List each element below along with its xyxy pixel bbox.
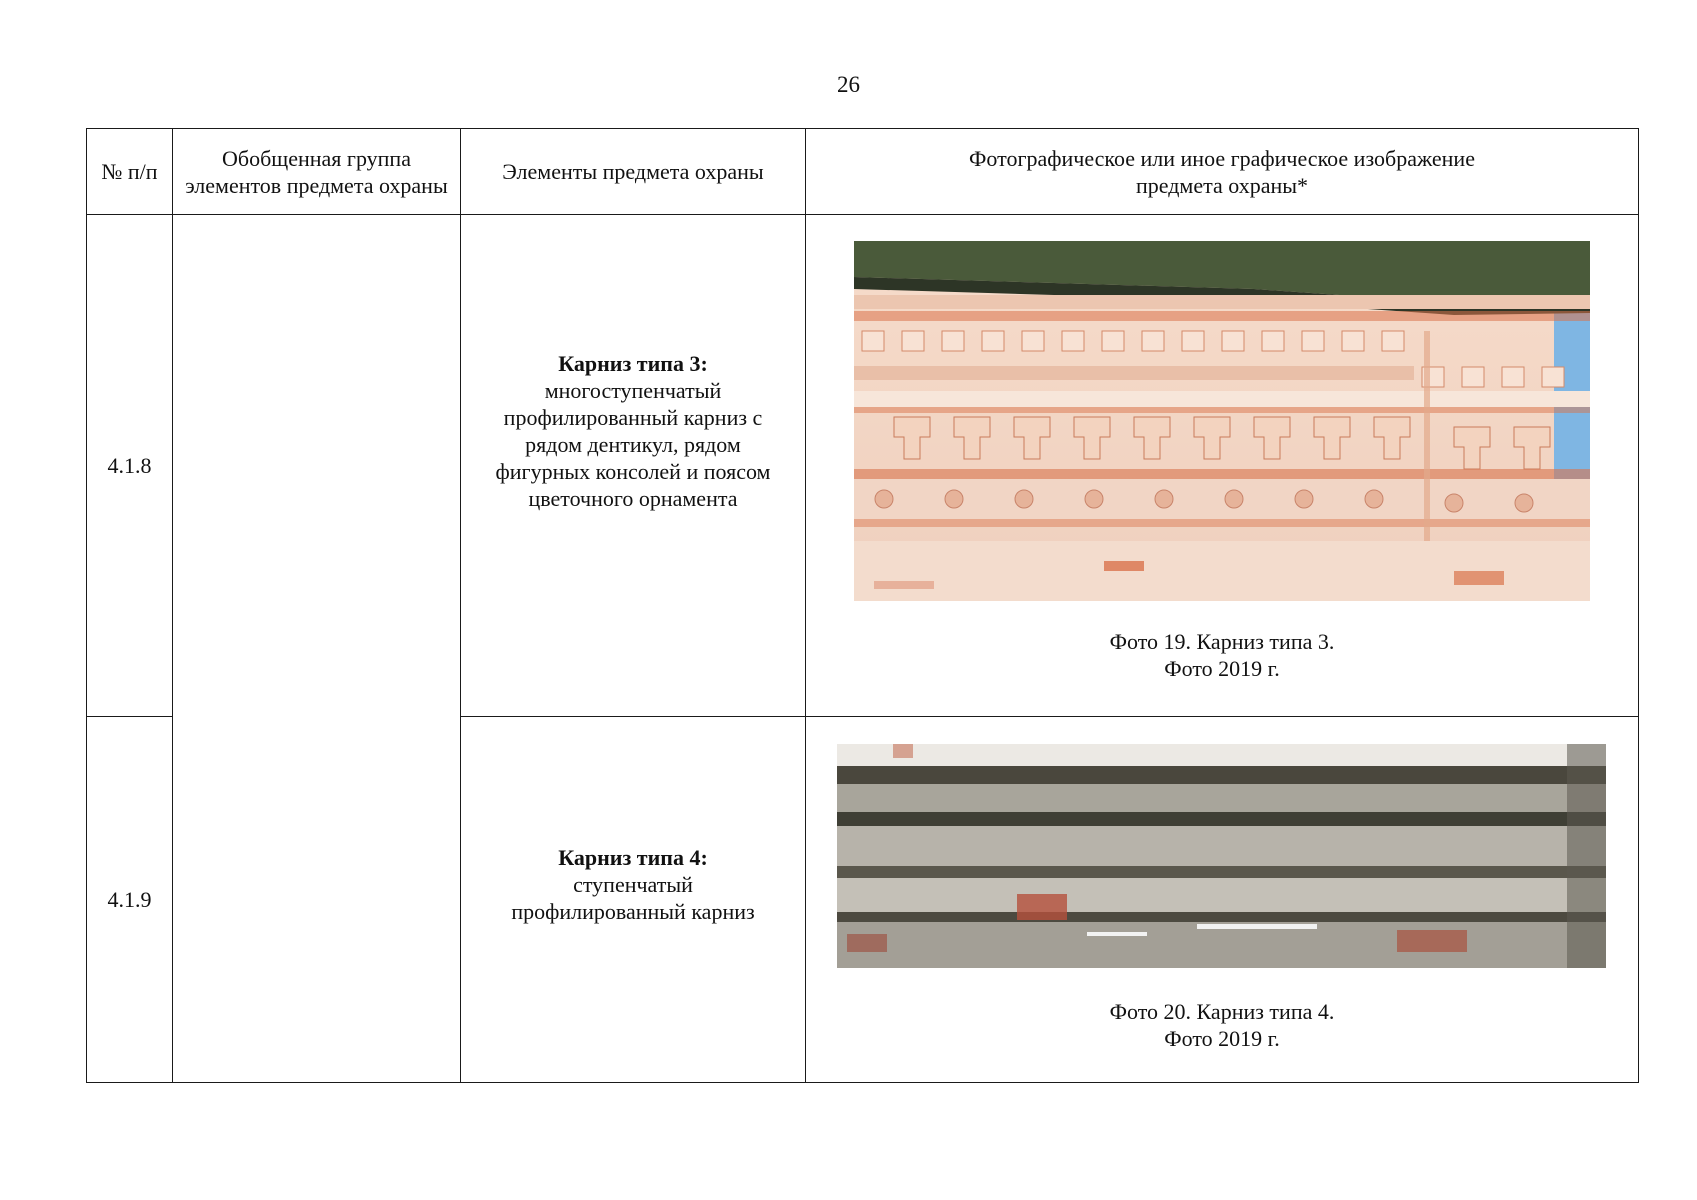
cornice-photo-20 — [837, 744, 1606, 968]
photo-caption-title: Фото 19. Карниз типа 3. — [1109, 629, 1335, 654]
element-description: ступенчатый профилированный карниз — [511, 872, 755, 924]
header-elements: Элементы предмета охраны — [461, 129, 806, 215]
photo-caption-year: Фото 2019 г. — [1164, 656, 1280, 681]
cornice-photo-19 — [854, 241, 1590, 601]
photo-caption — [806, 628, 1638, 682]
group-cell — [173, 215, 461, 1083]
heritage-elements-table — [86, 128, 1639, 1083]
header-group: Обобщенная группа элементов предмета охраны — [173, 129, 461, 215]
element-description: многоступенчатый профилированный карниз с рядом дентикул, рядом фигурных консолей и поясом цветочного орнамента — [495, 377, 771, 511]
cornice-type-3-image — [854, 241, 1590, 601]
photo-cell — [806, 717, 1639, 1083]
page-number: 26 — [837, 72, 860, 97]
header-num: № п/п — [87, 129, 173, 215]
element-title: Карниз типа 3: — [558, 350, 708, 376]
table-header-row — [87, 129, 1639, 215]
elements-cell — [461, 717, 806, 1083]
table-row — [87, 215, 1639, 717]
row-number: 4.1.8 — [87, 215, 173, 717]
photo-caption-year: Фото 2019 г. — [1164, 1026, 1280, 1051]
element-title: Карниз типа 4: — [558, 845, 708, 870]
photo-caption — [806, 998, 1638, 1052]
elements-cell — [461, 215, 806, 717]
row-number: 4.1.9 — [87, 717, 173, 1083]
photo-caption-title: Фото 20. Карниз типа 4. — [1109, 999, 1335, 1024]
header-photo: Фотографическое или иное графическое изображение предмета охраны* — [806, 129, 1639, 215]
photo-cell — [806, 215, 1639, 717]
cornice-type-4-image — [837, 744, 1606, 968]
